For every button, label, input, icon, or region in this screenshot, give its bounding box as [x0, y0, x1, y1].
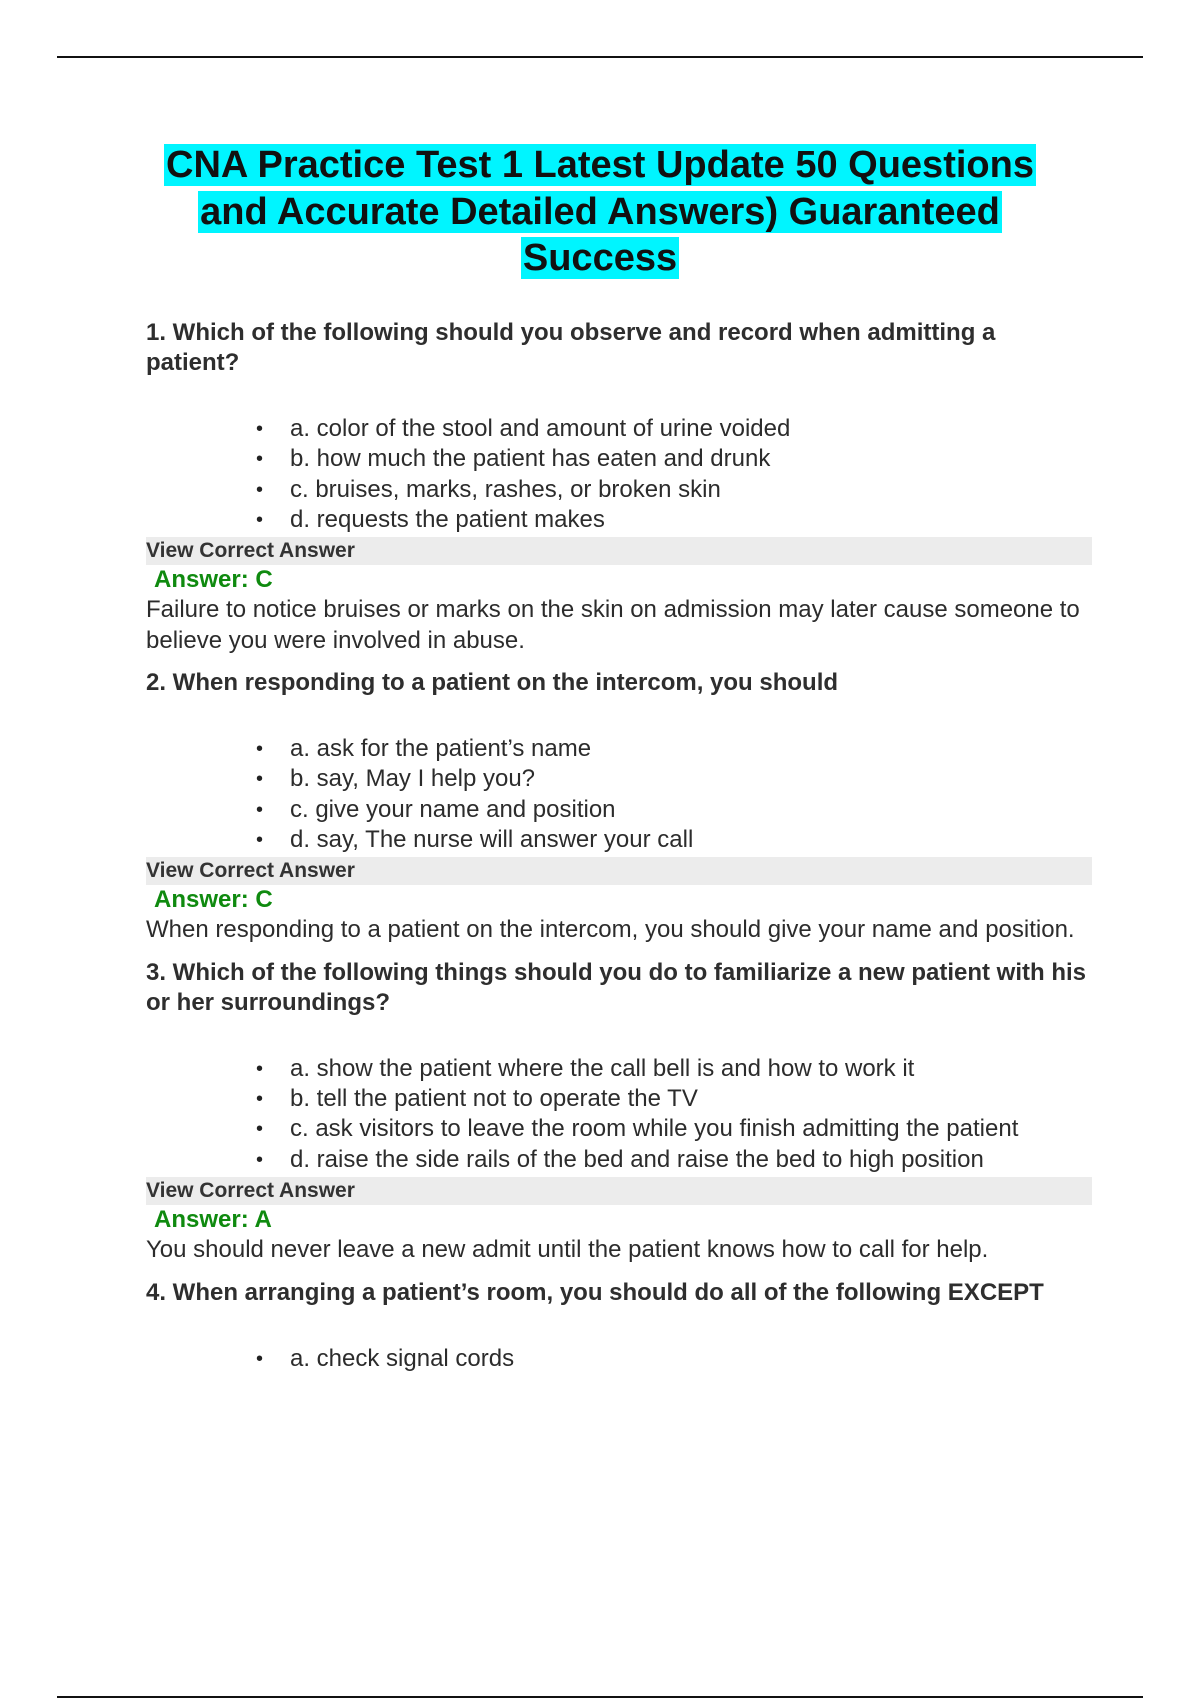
view-correct-answer-toggle[interactable]: View Correct Answer [146, 1177, 1092, 1205]
title-line-2: and Accurate Detailed Answers) Guaranteed [200, 190, 1000, 233]
view-correct-answer-toggle[interactable]: View Correct Answer [146, 857, 1092, 885]
answer-label: Answer: A [154, 1206, 272, 1234]
question-block-4 [146, 1278, 1092, 1374]
option-list [146, 414, 1092, 535]
question-text: 3. Which of the following things should you do to familiarize a new patient with his or her surroundings? [146, 958, 1087, 1016]
option-d: • d. raise the side rails of the bed and raise the bed to high position [256, 1145, 1092, 1175]
option-b: • b. say, May I help you? [256, 764, 1092, 794]
option-list [146, 1344, 1092, 1374]
question-block-3 [146, 958, 1092, 1266]
option-c: • c. ask visitors to leave the room while you finish admitting the patient [256, 1114, 1092, 1144]
option-a: • a. show the patient where the call bell is and how to work it [256, 1054, 1092, 1084]
title-line-3: Success [522, 237, 678, 279]
option-d: • d. say, The nurse will answer your call [256, 825, 1092, 855]
question-block-1 [146, 318, 1092, 656]
answer-explanation: Failure to notice bruises or marks on the skin on admission may later cause someone to believe you were involved in abuse. [146, 596, 1080, 654]
answer-explanation: When responding to a patient on the intercom, you should give your name and position. [146, 916, 1075, 944]
option-list [146, 734, 1092, 855]
question-list [146, 318, 1092, 1374]
option-d: • d. requests the patient makes [256, 505, 1092, 535]
option-c: • c. bruises, marks, rashes, or broken skin [256, 475, 1092, 505]
answer-label: Answer: C [154, 886, 273, 914]
option-list [146, 1054, 1092, 1175]
page-title [140, 142, 1060, 282]
bottom-rule [57, 1696, 1143, 1698]
answer-label: Answer: C [154, 566, 273, 594]
answer-explanation: You should never leave a new admit until the patient knows how to call for help. [146, 1236, 989, 1264]
option-b: • b. tell the patient not to operate the TV [256, 1084, 1092, 1114]
question-text: 1. Which of the following should you observe and record when admitting a patient? [146, 319, 996, 376]
title-line-1: CNA Practice Test 1 Latest Update 50 Questions [166, 144, 1034, 186]
option-c: • c. give your name and position [256, 795, 1092, 825]
option-b: • b. how much the patient has eaten and drunk [256, 444, 1092, 474]
view-correct-answer-toggle[interactable]: View Correct Answer [146, 537, 1092, 565]
top-rule [57, 56, 1143, 58]
option-a: • a. ask for the patient’s name [256, 734, 1092, 764]
question-text: 4. When arranging a patient’s room, you should do all of the following EXCEPT [146, 1278, 1044, 1306]
question-block-2 [146, 668, 1092, 946]
question-text: 2. When responding to a patient on the intercom, you should [146, 669, 839, 697]
option-a: • a. check signal cords [256, 1344, 1092, 1374]
option-a: • a. color of the stool and amount of urine voided [256, 414, 1092, 444]
